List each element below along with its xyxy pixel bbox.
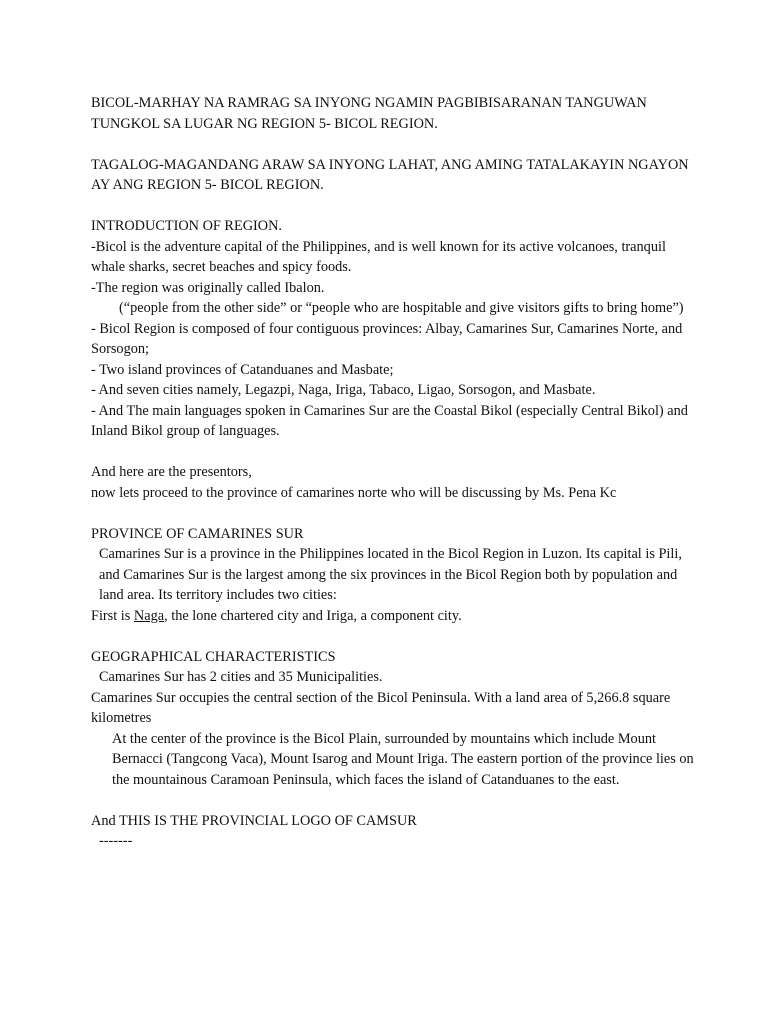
spacer [91, 790, 703, 811]
province-cities-line [91, 606, 703, 627]
greeting-bicol: BICOL-MARHAY NA RAMRAG SA INYONG NGAMIN PAGBIBISARANAN TANGUWAN TUNGKOL SA LUGAR NG REGION 5- BICOL REGION. [91, 95, 647, 132]
presentors-line: And here are the presentors, [91, 464, 252, 480]
document-body [91, 93, 703, 852]
geography-line-land-area: Camarines Sur occupies the central section of the Bicol Peninsula. With a land area of 5,266.8 square kilometres [91, 689, 671, 726]
greeting-tagalog: TAGALOG-MAGANDANG ARAW SA INYONG LAHAT, ANG AMING TATALAKAYIN NGAYON AY ANG REGION 5- BICOL REGION. [91, 156, 689, 193]
cities-suffix: , the lone chartered city and Iriga, a component city. [164, 607, 462, 624]
intro-line-provinces: - Bicol Region is composed of four contiguous provinces: Albay, Camarines Sur, Camarines Norte, and Sorsogon; [91, 320, 683, 357]
geography-line-municipalities: Camarines Sur has 2 cities and 35 Municipalities. [99, 669, 383, 685]
spacer [91, 442, 703, 463]
geography-heading: GEOGRAPHICAL CHARACTERISTICS [91, 648, 336, 665]
intro-line-cities: - And seven cities namely, Legazpi, Naga, Iriga, Tabaco, Ligao, Sorsogon, and Masbate. [91, 382, 596, 398]
introduction-heading: INTRODUCTION OF REGION. [91, 218, 283, 234]
spacer [91, 196, 703, 217]
cities-prefix: First is [91, 607, 134, 624]
intro-line-meaning: (“people from the other side” or “people who are hospitable and give visitors gifts to bring home”) [119, 300, 684, 316]
province-paragraph: Camarines Sur is a province in the Philippines located in the Bicol Region in Luzon. Its capital is Pili, and Camarines Sur is the largest among the six provinces in the Bicol Region both by population and land area. Its territory includes two cities: [99, 546, 682, 603]
proceed-line: now lets proceed to the province of camarines norte who will be discussing by Ms. Pena Kc [91, 484, 617, 501]
geography-paragraph: At the center of the province is the Bicol Plain, surrounded by mountains which include Mount Bernacci (Tangcong Vaca), Mount Isarog and Mount Iriga. The eastern portion of the province lies on the mountainous Caramoan Peninsula, which faces the island of Catanduanes to the east. [112, 730, 694, 788]
spacer [91, 134, 703, 155]
province-heading: PROVINCE OF CAMARINES SUR [91, 525, 304, 542]
spacer [91, 503, 703, 524]
logo-line: And THIS IS THE PROVINCIAL LOGO OF CAMSUR [91, 812, 417, 829]
intro-line-adventure: -Bicol is the adventure capital of the Philippines, and is well known for its active volcanoes, tranquil whale sharks, secret beaches and spicy foods. [91, 238, 666, 275]
naga-link-text: Naga [133, 607, 165, 624]
spacer [91, 626, 703, 647]
intro-line-languages: - And The main languages spoken in Camarines Sur are the Coastal Bikol (especially Central Bikol) and Inland Bikol group of languages. [91, 402, 688, 439]
intro-line-ibalon: -The region was originally called Ibalon. [91, 279, 325, 296]
intro-line-islands: - Two island provinces of Catanduanes and Masbate; [91, 361, 394, 378]
logo-dashes: ------- [99, 833, 133, 849]
